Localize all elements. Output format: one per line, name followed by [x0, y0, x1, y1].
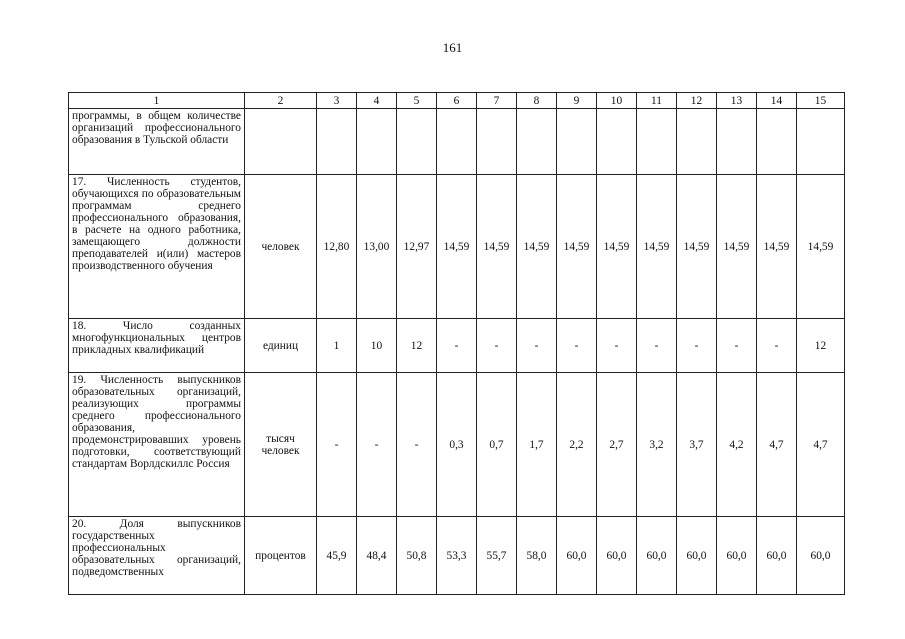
header-cell: 1 — [69, 93, 245, 109]
value-cell: 14,59 — [677, 175, 717, 319]
value-cell: - — [437, 319, 477, 373]
table-row — [69, 175, 845, 319]
indicator-description: программы, в общем количестве организаций профессионального образования в Тульской области — [69, 109, 245, 175]
value-cell: 60,0 — [597, 517, 637, 595]
header-row — [69, 93, 845, 109]
value-cell: 48,4 — [357, 517, 397, 595]
header-cell: 10 — [597, 93, 637, 109]
header-cell: 7 — [477, 93, 517, 109]
unit-cell: человек — [245, 175, 317, 319]
value-cell: 13,00 — [357, 175, 397, 319]
value-cell: 58,0 — [517, 517, 557, 595]
value-cell: 14,59 — [797, 175, 845, 319]
value-cell: 10 — [357, 319, 397, 373]
value-cell: 45,9 — [317, 517, 357, 595]
value-cell — [637, 109, 677, 175]
value-cell: 12,80 — [317, 175, 357, 319]
value-cell: 14,59 — [477, 175, 517, 319]
header-cell: 14 — [757, 93, 797, 109]
value-cell: - — [317, 373, 357, 517]
header-cell: 3 — [317, 93, 357, 109]
value-cell: 60,0 — [637, 517, 677, 595]
value-cell — [597, 109, 637, 175]
header-cell: 5 — [397, 93, 437, 109]
value-cell: 1,7 — [517, 373, 557, 517]
value-cell: 0,7 — [477, 373, 517, 517]
value-cell: - — [677, 319, 717, 373]
value-cell: 4,7 — [797, 373, 845, 517]
page-number: 161 — [442, 40, 463, 55]
value-cell: - — [637, 319, 677, 373]
value-cell: 4,2 — [717, 373, 757, 517]
unit-cell: единиц — [245, 319, 317, 373]
value-cell: 14,59 — [717, 175, 757, 319]
table-row — [69, 109, 845, 175]
value-cell: 3,2 — [637, 373, 677, 517]
header-cell: 6 — [437, 93, 477, 109]
value-cell — [797, 109, 845, 175]
header-cell: 2 — [245, 93, 317, 109]
value-cell: 14,59 — [637, 175, 677, 319]
value-cell: 2,7 — [597, 373, 637, 517]
value-cell: 14,59 — [517, 175, 557, 319]
value-cell: - — [717, 319, 757, 373]
value-cell — [317, 109, 357, 175]
header-cell: 11 — [637, 93, 677, 109]
value-cell — [717, 109, 757, 175]
value-cell — [677, 109, 717, 175]
value-cell: 1 — [317, 319, 357, 373]
indicator-description: 17. Численность студентов, обучающихся по образовательным программам среднего профессионального образования, в расчете на одного работника, замещающего должности преподавателей и(или) мастеров производственного обучения — [69, 175, 245, 319]
value-cell: - — [397, 373, 437, 517]
value-cell: 14,59 — [437, 175, 477, 319]
value-cell: 60,0 — [797, 517, 845, 595]
value-cell: 4,7 — [757, 373, 797, 517]
value-cell: 3,7 — [677, 373, 717, 517]
value-cell — [757, 109, 797, 175]
header-cell: 4 — [357, 93, 397, 109]
value-cell: - — [357, 373, 397, 517]
header-cell: 8 — [517, 93, 557, 109]
value-cell: 14,59 — [757, 175, 797, 319]
value-cell — [437, 109, 477, 175]
unit-cell: тысяч человек — [245, 373, 317, 517]
value-cell: 60,0 — [677, 517, 717, 595]
value-cell: - — [517, 319, 557, 373]
table-row — [69, 517, 845, 595]
value-cell — [557, 109, 597, 175]
unit-cell: процентов — [245, 517, 317, 595]
table-row — [69, 319, 845, 373]
value-cell: - — [597, 319, 637, 373]
header-cell: 15 — [797, 93, 845, 109]
value-cell: 12,97 — [397, 175, 437, 319]
header-cell: 13 — [717, 93, 757, 109]
table-row — [69, 373, 845, 517]
value-cell: 0,3 — [437, 373, 477, 517]
unit-cell — [245, 109, 317, 175]
indicators-table — [68, 92, 845, 595]
table-body — [69, 109, 845, 595]
value-cell: 60,0 — [717, 517, 757, 595]
value-cell: 12 — [797, 319, 845, 373]
indicator-description: 20. Доля выпускников государственных профессиональных образовательных организаций, подведомственных — [69, 517, 245, 595]
value-cell: - — [757, 319, 797, 373]
value-cell: 50,8 — [397, 517, 437, 595]
value-cell — [517, 109, 557, 175]
value-cell — [357, 109, 397, 175]
value-cell: 12 — [397, 319, 437, 373]
header-cell: 9 — [557, 93, 597, 109]
value-cell — [477, 109, 517, 175]
header-cell: 12 — [677, 93, 717, 109]
value-cell — [397, 109, 437, 175]
value-cell: - — [557, 319, 597, 373]
indicator-description: 19. Численность выпускников образовательных организаций, реализующих программы среднего профессионального образования, продемонстрировавших уровень подготовки, соответствующий стандартам Ворлдскиллс Россия — [69, 373, 245, 517]
indicator-description: 18. Число созданных многофункциональных центров прикладных квалификаций — [69, 319, 245, 373]
value-cell: 2,2 — [557, 373, 597, 517]
value-cell: 60,0 — [557, 517, 597, 595]
value-cell: - — [477, 319, 517, 373]
value-cell: 60,0 — [757, 517, 797, 595]
value-cell: 53,3 — [437, 517, 477, 595]
value-cell: 14,59 — [597, 175, 637, 319]
value-cell: 55,7 — [477, 517, 517, 595]
value-cell: 14,59 — [557, 175, 597, 319]
